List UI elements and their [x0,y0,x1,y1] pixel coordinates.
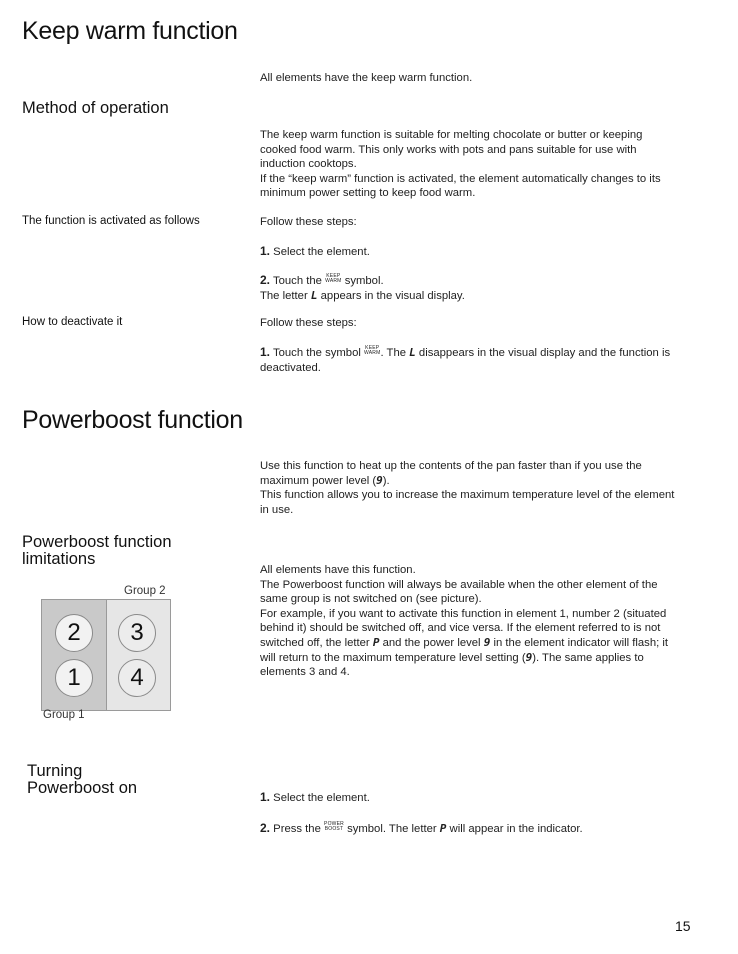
deactivate-steps-intro: Follow these steps: [260,317,357,329]
method-text: The keep warm function is suitable for melting chocolate or butter or keeping cooked food warm. This only works with pots and pans suitable for use with induction cooktops. If the “keep warm” function is activated, the element automatically changes to its minimum power setting to keep food warm. [260,129,661,200]
method-heading: Method of operation [22,99,169,117]
display-letter-p: P [372,635,380,649]
activate-steps-intro: Follow these steps: [260,216,357,228]
turning-on-step-1: 1. Select the element. [260,790,370,804]
burner-3: 3 [118,614,156,652]
burner-4: 4 [118,659,156,697]
deactivate-step-1: 1. Touch the symbol KEEP WARM. The L disappears in the visual display and the function is deactivated. [260,345,671,374]
display-letter-l: L [409,346,416,359]
keep-warm-intro: All elements have the keep warm function. [260,72,473,84]
cooktop-group-2 [107,600,170,710]
activate-step-2: 2. Touch the KEEP WARM symbol. The letter L appears in the visual display. [260,273,465,302]
cooktop-diagram [41,599,171,711]
turning-on-step-2: 2. Press the POWER BOOST symbol. The letter P will appear in the indicator. [260,821,583,835]
power-level-9: 9 [483,635,491,649]
burner-2: 2 [55,614,93,652]
activate-step-1: 1. Select the element. [260,244,370,258]
display-letter-l: L [310,288,318,302]
powerboost-intro: Use this function to heat up the contents of the pan faster than if you use the maximum power level (9). This function allows you to increase the maximum temperature level of the element in use. [260,460,675,516]
turning-on-heading: Turning Powerboost on [27,762,138,797]
keep-warm-symbol-icon: KEEP WARM [325,273,342,284]
burner-1: 1 [55,659,93,697]
limitations-text: All elements have this function. The Powerboost function will always be available when the other element of the same group is not switched on (see picture). For example, if you want to activate this function in element 1, number 2 (situated behind it) should be switched off, and vice versa. If the element referred to is not switched off, the letter P and the power level 9 in the element indicator will flash; it will return to the maximum temperature level setting (9). The same applies to elements 3 and 4. [260,564,669,679]
limitations-heading: Powerboost function limitations [22,533,172,568]
cooktop-group-1 [42,600,107,710]
group-1-label: Group 1 [43,709,85,721]
power-boost-symbol-icon: POWER BOOST [324,821,344,832]
deactivate-heading: How to deactivate it [22,316,123,328]
section-title-powerboost: Powerboost function [22,406,243,434]
activate-heading: The function is activated as follows [22,215,200,227]
keep-warm-symbol-icon: KEEP WARM [364,345,381,356]
power-level-9: 9 [525,650,533,664]
group-2-label: Group 2 [124,585,166,597]
page-number: 15 [675,918,691,934]
display-letter-p: P [439,822,447,835]
section-title-keep-warm: Keep warm function [22,17,238,45]
power-level-9: 9 [376,473,383,487]
